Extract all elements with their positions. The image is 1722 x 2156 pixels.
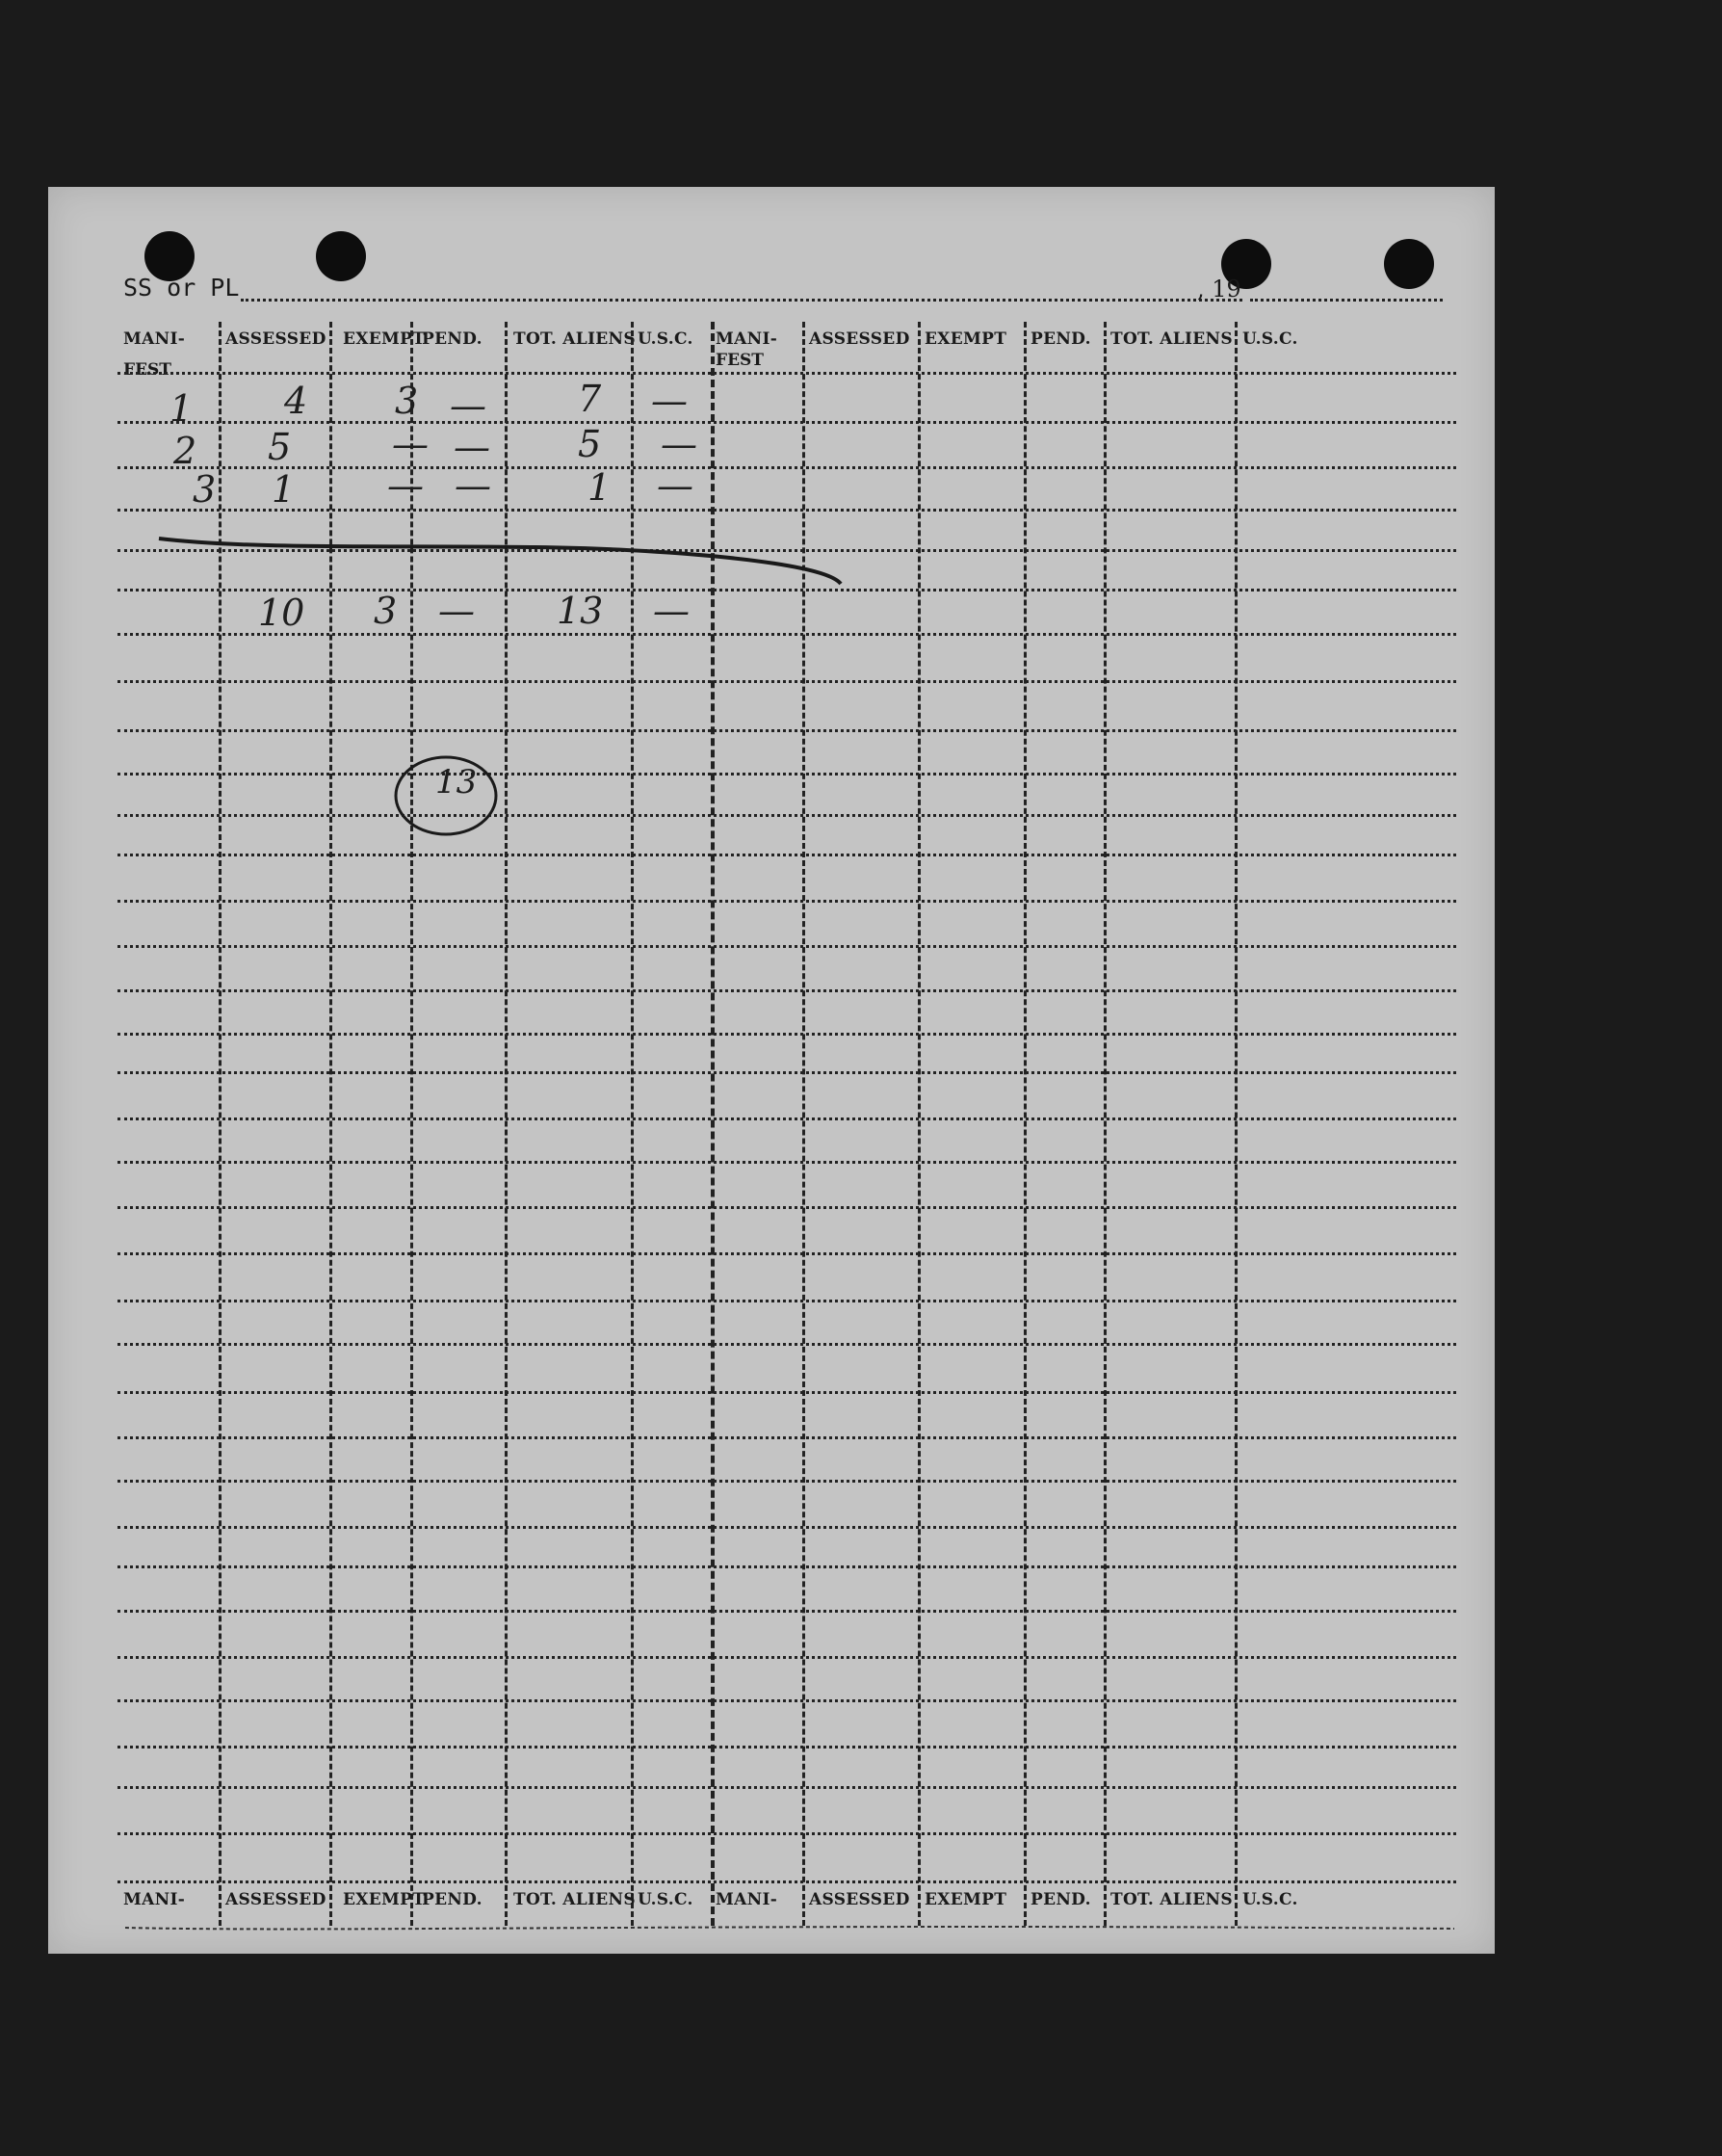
entry-1-tot-aliens: 7 <box>578 378 602 420</box>
circle-stroke <box>396 757 496 834</box>
header-manifest-left-2: FEST <box>123 360 171 380</box>
header-usc-right: U.S.C. <box>1242 329 1298 349</box>
footer-exempt-right: EXEMPT <box>925 1890 1007 1909</box>
footer-pend-right: PEND. <box>1031 1890 1091 1909</box>
footer-assessed-left: ASSESSED <box>225 1890 326 1909</box>
header-manifest-right: MANI- <box>716 329 778 349</box>
entry-3-exempt: — <box>387 464 424 507</box>
header-manifest-left: MANI- <box>123 329 186 349</box>
entry-1-exempt: 3 <box>395 380 419 422</box>
entry-2-exempt: — <box>392 423 429 465</box>
footer-pend-left: PEND. <box>422 1890 483 1909</box>
entry-2-manifest: 2 <box>173 430 197 472</box>
handwritten-marks <box>48 187 1495 1954</box>
footer-usc-right: U.S.C. <box>1242 1890 1298 1909</box>
entry-3-assessed: 1 <box>272 468 296 511</box>
footer-tot-aliens-left: TOT. ALIENS <box>513 1890 636 1909</box>
entry-1-assessed: 4 <box>284 380 308 422</box>
header-exempt-right: EXEMPT <box>925 329 1007 349</box>
total-usc: — <box>653 590 690 632</box>
entry-2-assessed: 5 <box>268 426 292 468</box>
entry-3-usc: — <box>657 464 693 507</box>
year-label: , 19 <box>1197 276 1241 302</box>
total-exempt: 3 <box>374 590 398 632</box>
total-pend: — <box>438 590 475 632</box>
entry-3-manifest: 3 <box>193 468 217 511</box>
circled-total: 13 <box>435 763 478 802</box>
entry-2-usc: — <box>661 423 697 465</box>
entry-1-manifest: 1 <box>170 387 194 430</box>
header-manifest-right-2: FEST <box>716 351 764 370</box>
header-tot-aliens-right: TOT. ALIENS <box>1110 329 1233 349</box>
entry-1-usc: — <box>651 380 688 422</box>
header-pend-right: PEND. <box>1031 329 1091 349</box>
bottom-edge-line <box>125 1927 1454 1929</box>
entry-1-pend: — <box>450 384 486 427</box>
footer-exempt-left: EXEMPT <box>343 1890 426 1909</box>
header-usc-left: U.S.C. <box>638 329 693 349</box>
entry-3-tot-aliens: 1 <box>587 466 612 509</box>
header-assessed-right: ASSESSED <box>809 329 910 349</box>
entry-3-pend: — <box>455 464 491 507</box>
footer-usc-left: U.S.C. <box>638 1890 693 1909</box>
entry-2-tot-aliens: 5 <box>578 423 602 465</box>
total-underline-stroke <box>159 539 841 584</box>
header-pend-left: PEND. <box>422 329 483 349</box>
footer-tot-aliens-right: TOT. ALIENS <box>1110 1890 1233 1909</box>
footer-manifest-left: MANI- <box>123 1890 186 1909</box>
footer-manifest-right: MANI- <box>716 1890 778 1909</box>
header-tot-aliens-left: TOT. ALIENS <box>513 329 636 349</box>
ss-or-pl-label: SS or PL <box>123 274 240 302</box>
header-exempt-left: EXEMPT <box>343 329 426 349</box>
footer-assessed-right: ASSESSED <box>809 1890 910 1909</box>
manifest-form-sheet <box>48 187 1495 1954</box>
total-assessed: 10 <box>258 592 305 634</box>
header-assessed-left: ASSESSED <box>225 329 326 349</box>
total-tot-aliens: 13 <box>557 590 604 632</box>
entry-2-pend: — <box>454 426 490 468</box>
